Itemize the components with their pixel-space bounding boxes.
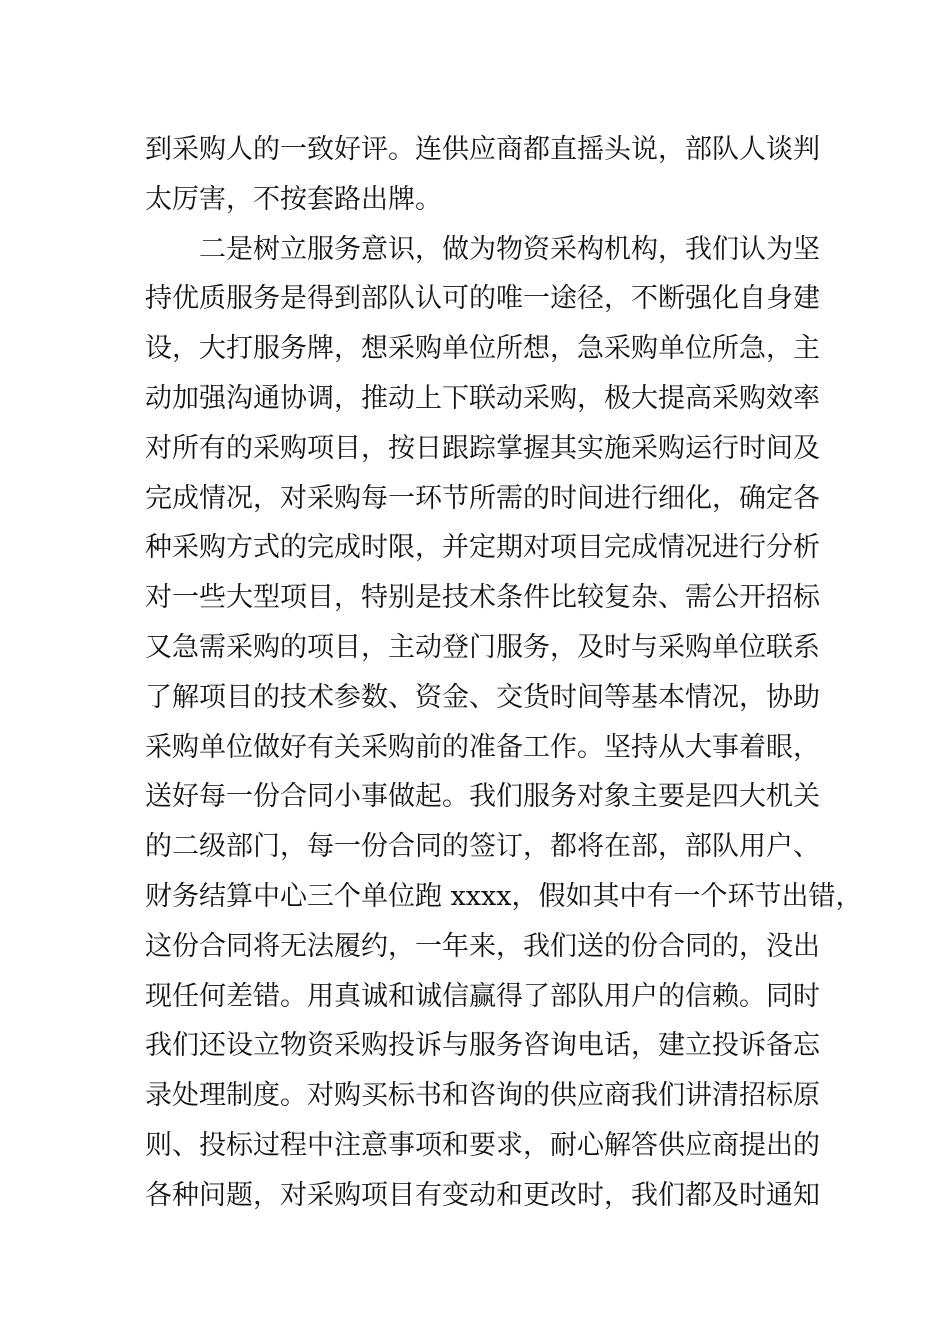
text-line: 各种问题，对采购项目有变动和更改时，我们都及时通知 bbox=[145, 1179, 820, 1211]
text-line: 又急需采购的项目，主动登门服务，及时与采购单位联系 bbox=[145, 631, 820, 663]
text-line: 完成情况，对采购每一环节所需的时间进行细化，确定各 bbox=[145, 482, 820, 514]
text-line: 的二级部门，每一份合同的签订，都将在部，部队用户、 bbox=[145, 831, 820, 863]
text-line: 太厉害，不按套路出牌。 bbox=[145, 183, 442, 215]
paragraph-start-line: 二是树立服务意识，做为物资采构机构，我们认为坚 bbox=[199, 233, 820, 265]
document-body bbox=[145, 125, 863, 1221]
text-line: 对一些大型项目，特别是技术条件比较复杂、需公开招标 bbox=[145, 582, 820, 614]
text-line: 种采购方式的完成时限，并定期对项目完成情况进行分析 bbox=[145, 532, 820, 564]
text-line: 现任何差错。用真诚和诚信赢得了部队用户的信赖。同时 bbox=[145, 980, 820, 1012]
text-line: 送好每一份合同小事做起。我们服务对象主要是四大机关 bbox=[145, 781, 820, 813]
text-line: 财务结算中心三个单位跑 xxxx，假如其中有一个环节出错， bbox=[145, 880, 863, 912]
text-line: 到采购人的一致好评。连供应商都直摇头说，部队人谈判 bbox=[145, 134, 820, 165]
text-line: 我们还设立物资采购投诉与服务咨询电话，建立投诉备忘 bbox=[145, 1030, 820, 1062]
text-line: 这份合同将无法履约，一年来，我们送的份合同的，没出 bbox=[145, 930, 820, 962]
text-line: 对所有的采购项目，按日跟踪掌握其实施采购运行时间及 bbox=[145, 432, 820, 464]
text-line: 持优质服务是得到部队认可的唯一途径，不断强化自身建 bbox=[145, 283, 820, 315]
text-line: 了解项目的技术参数、资金、交货时间等基本情况，协助 bbox=[145, 681, 820, 713]
text-line: 动加强沟通协调，推动上下联动采购，极大提高采购效率 bbox=[145, 382, 820, 414]
text-line: 录处理制度。对购买标书和咨询的供应商我们讲清招标原 bbox=[145, 1080, 820, 1112]
text-line: 设，大打服务牌，想采购单位所想，急采购单位所急，主 bbox=[145, 333, 820, 365]
text-line: 则、投标过程中注意事项和要求，耐心解答供应商提出的 bbox=[145, 1129, 820, 1161]
text-line: 采购单位做好有关采购前的准备工作。坚持从大事着眼， bbox=[145, 731, 820, 763]
